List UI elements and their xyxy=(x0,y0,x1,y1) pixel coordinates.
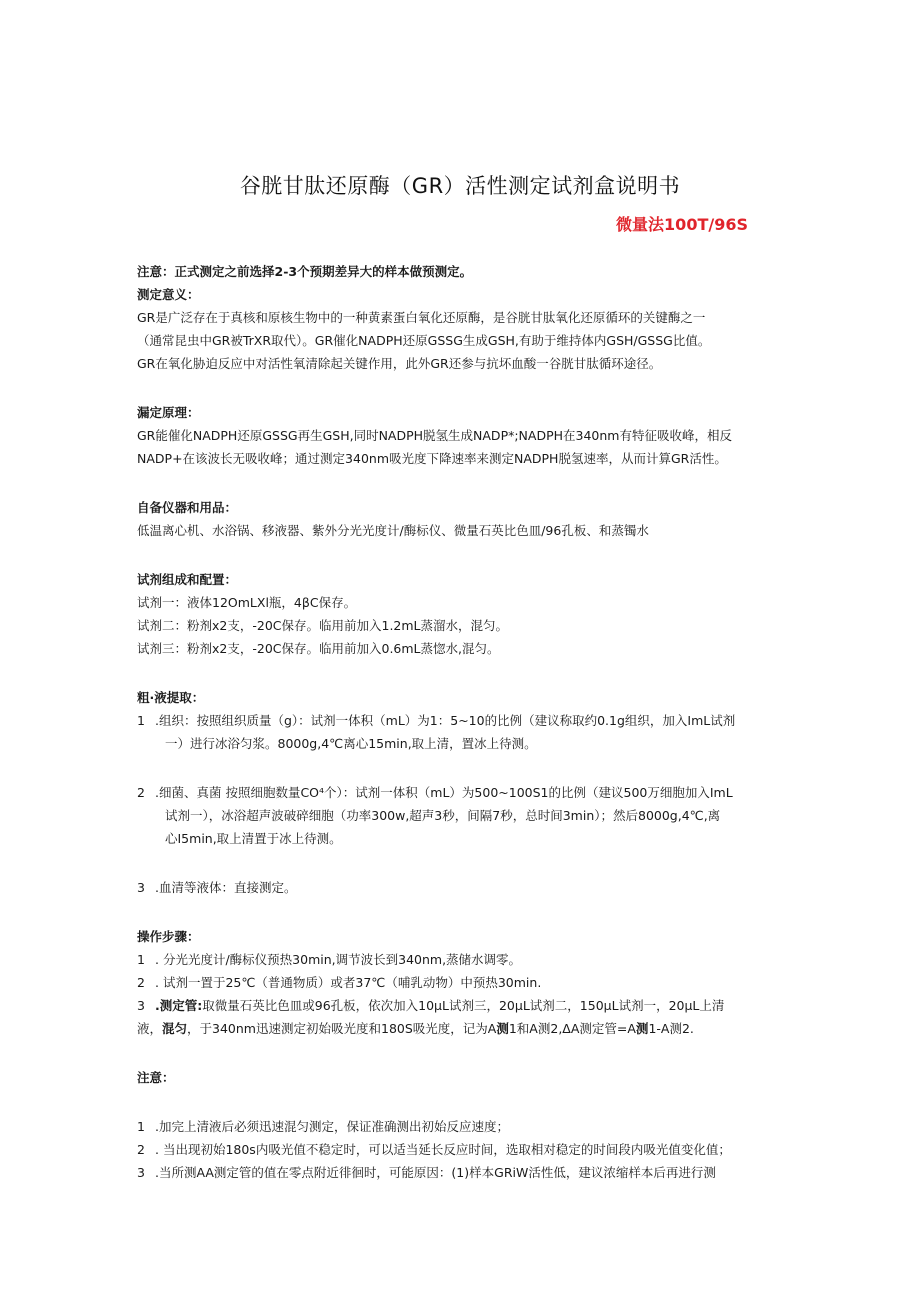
text-segment: 液， xyxy=(137,1021,163,1036)
note-intro: 注意：正式测定之前选择2-3个预期差异大的样本做预测定。 xyxy=(137,264,473,279)
item-number: 1 xyxy=(137,1119,145,1134)
item-number: 3 xyxy=(137,880,145,895)
significance-heading: 测定意义： xyxy=(137,287,200,302)
significance-line: GR是广泛存在于真核和原核生物中的一种黄素蛋白氧化还原酶，是谷胱甘肽氧化还原循环的关键酶之一 xyxy=(137,310,706,325)
item-text: . 分光光度计/酶标仪预热30min,调节波长到340nm,蒸储水调零。 xyxy=(155,952,522,967)
procedure-item-continued xyxy=(137,1017,797,1040)
extraction-item xyxy=(137,709,797,732)
notes-heading: 注意： xyxy=(137,1070,175,1085)
item-number: 3 xyxy=(137,998,145,1013)
item-number: 2 xyxy=(137,785,145,800)
extraction-item-continued: 试剂一），冰浴超声波破碎细胞（功率300w,超声3秒，间隔7秒，总时间3min）；然后8000g,4℃,离 xyxy=(165,808,721,823)
item-text: . 试剂一置于25℃（普通物质）或者37℃（哺乳动物）中预热30min. xyxy=(155,975,542,990)
equipment-line: 低温离心机、水浴锅、移液器、紫外分光光度计/酶标仪、微量石英比色皿/96孔板、和蒸镯水 xyxy=(137,523,649,538)
extraction-item xyxy=(137,781,797,804)
notes-item xyxy=(137,1138,797,1161)
document-title: 谷胱甘肽还原酶（GR）活性测定试剂盒说明书 xyxy=(239,174,681,198)
text-segment: 1和A测2,ΔA测定管=A xyxy=(508,1021,636,1036)
procedure-item xyxy=(137,994,797,1017)
extraction-item xyxy=(137,876,797,899)
item-text: .血清等液体：直接测定。 xyxy=(155,880,297,895)
item-number: 2 xyxy=(137,1142,145,1157)
item-text: .组织：按照组织质量（g）：试剂一体积（mL）为1：5~10的比例（建议称取约0.1g组织，加入ImL试剂 xyxy=(155,713,736,728)
notes-item xyxy=(137,1161,797,1184)
item-number: 2 xyxy=(137,975,145,990)
principle-line: GR能催化NADPH还原GSSG再生GSH,同时NADPH脱氢生成NADP*;NADPH在340nm有特征吸收峰，相反 xyxy=(137,428,732,443)
significance-line: （通常昆虫中GR被TrXR取代）。GR催化NADPH还原GSSG生成GSH,有助于维持体内GSH/GSSG比值。 xyxy=(137,333,711,348)
text-segment-bold: 混匀 xyxy=(162,1021,188,1036)
item-text: .当所测AA测定管的值在零点附近徘徊时，可能原因：(1)样本GRiW活性低，建议浓缩样本后再进行测 xyxy=(155,1165,716,1180)
procedure-item xyxy=(137,948,797,971)
document-subtitle: 微量法100T/96S xyxy=(616,215,748,234)
text-segment: 1-A测2. xyxy=(648,1021,694,1036)
principle-heading: 漏定原理： xyxy=(137,405,200,420)
item-text: 取微量石英比色皿或96孔板，依次加入10μL试剂三，20μL试剂二，150μL试剂一，20μL上清 xyxy=(202,998,725,1013)
item-number: 3 xyxy=(137,1165,145,1180)
item-text: . 当出现初始180s内吸光值不稳定时，可以适当延长反应时间，选取相对稳定的时间段内吸光值变化值； xyxy=(155,1142,731,1157)
item-number: 1 xyxy=(137,952,145,967)
text-segment-bold: 测 xyxy=(496,1021,509,1036)
significance-line: GR在氧化胁迫反应中对活性氧清除起关键作用，此外GR还参与抗坏血酸一谷胱甘肽循环途径。 xyxy=(137,356,662,371)
extraction-heading: 粗·液提取： xyxy=(137,690,205,705)
extraction-item-continued: 心I5min,取上清置于冰上待测。 xyxy=(165,831,342,846)
procedure-item xyxy=(137,971,797,994)
reagent-line: 试剂一：液体12OmLXl瓶，4βC保存。 xyxy=(137,595,357,610)
document-body xyxy=(137,260,797,1184)
text-segment: ，于340nm迅速测定初始吸光度和180S吸光度，记为A xyxy=(187,1021,497,1036)
item-bold-prefix: .测定管: xyxy=(155,998,203,1013)
text-segment-bold: 测 xyxy=(635,1021,649,1036)
principle-line: NADP+在该波长无吸收峰；通过测定340nm吸光度下降速率来测定NADPH脱氢速率，从而计算GR活性。 xyxy=(137,451,727,466)
extraction-item-continued: 一）进行冰浴匀浆。8000g,4℃离心15min,取上清，置冰上待测。 xyxy=(165,736,537,751)
equipment-heading: 自备仪器和用品： xyxy=(137,500,238,515)
notes-item xyxy=(137,1115,797,1138)
procedure-heading: 操作步骤： xyxy=(137,929,200,944)
reagents-heading: 试剂组成和配置： xyxy=(137,572,238,587)
item-number: 1 xyxy=(137,713,145,728)
item-text: .加完上清液后必须迅速混匀测定，保证准确测出初始反应速度； xyxy=(155,1119,509,1134)
reagent-line: 试剂三：粉剂x2支，-20C保存。临用前加入0.6mL蒸惚水,混匀。 xyxy=(137,641,500,656)
reagent-line: 试剂二：粉剂x2支，-20C保存。临用前加入1.2mL蒸溜水，混匀。 xyxy=(137,618,509,633)
item-text: .细菌、真菌 按照细胞数量CO⁴个）：试剂一体积（mL）为500~100S1的比例（建议500万细胞加入ImL xyxy=(155,785,733,800)
